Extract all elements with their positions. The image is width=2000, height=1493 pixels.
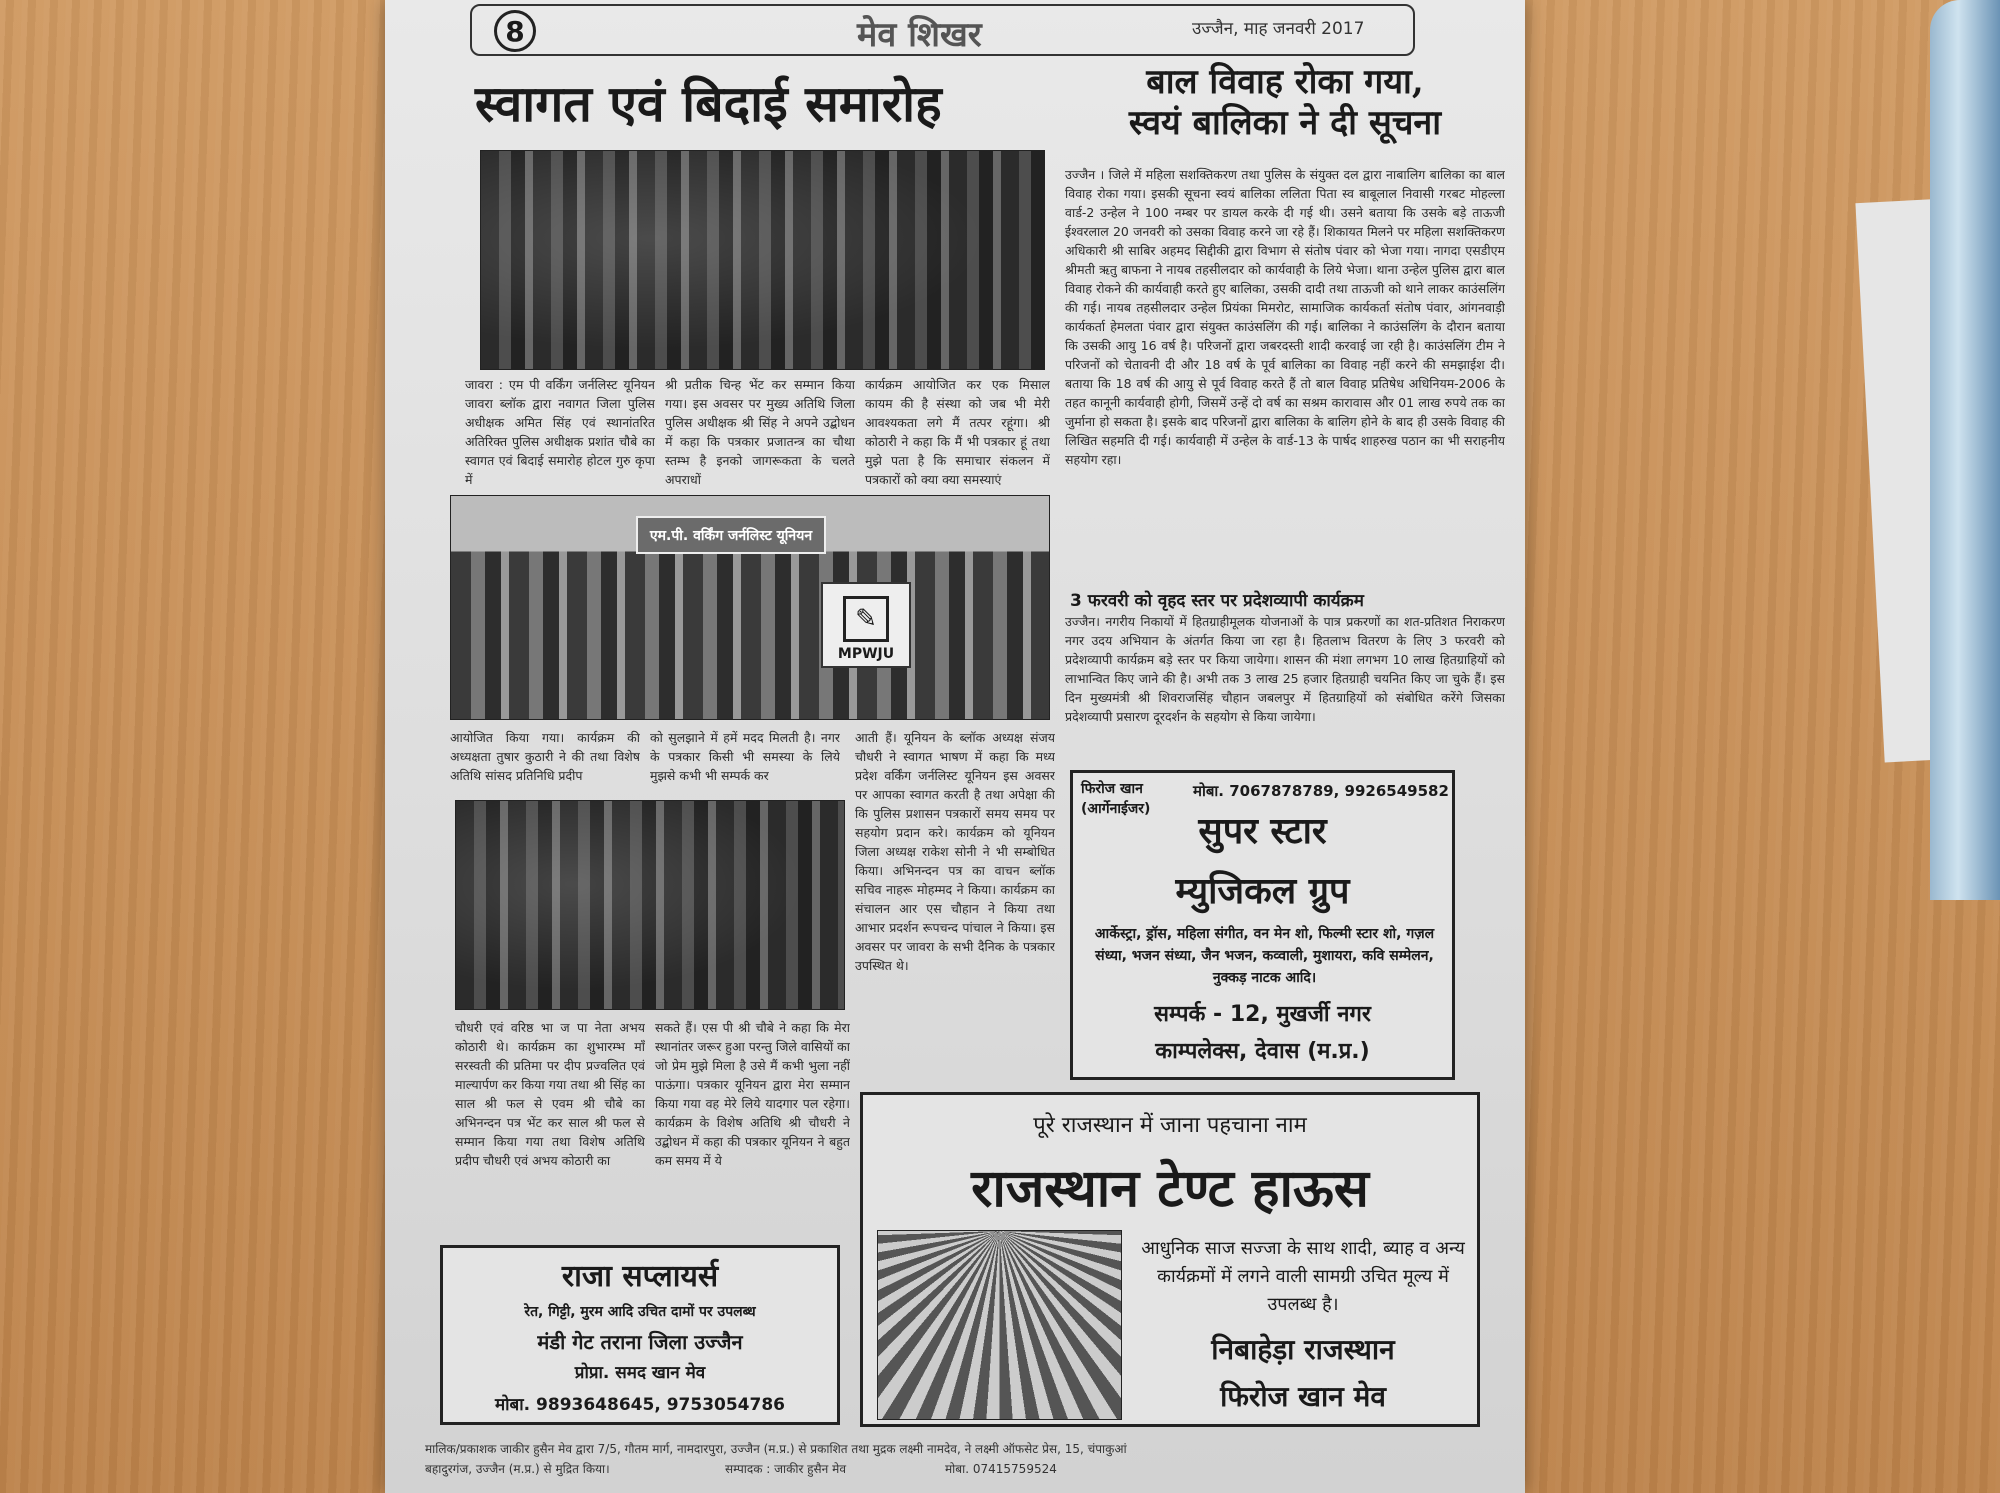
ad-tent-house bbox=[860, 1092, 1480, 1427]
ad-musical-services: आर्केस्ट्रा, ड्रॉस, महिला संगीत, वन मेन शो, फिल्मी स्टार शो, गज़ल संध्या, भजन संध्या, जैन भजन, कव्वाली, मुशायरा, कवि सम्मेलन, नुक्कड़ नाटक आदि। bbox=[1094, 926, 1435, 986]
ad-tent-owner: फिरोज खान मेव bbox=[1220, 1380, 1386, 1413]
right-story-body: उज्जैन । जिले में महिला सशक्तिकरण तथा पुलिस के संयुक्त दल द्वारा नाबालिग बालिका का बाल विवाह रोका गया। इसकी सूचना स्वयं बालिका ललिता पिता स्व बाबूलाल निवासी गरबट मोहल्ला वार्ड-2 उन्हेल ने 100 नम्बर पर डायल करके दी गई थी। उसने बताया कि उसके बड़े ताऊजी ईश्वरलाल 20 जनवरी को उसका विवाह करने जा रहे हैं। शिकायत मिलने पर महिला सशक्तिकरण अधिकारी श्री साबिर अहमद सिद्दीकी द्वारा विभाग से संतोष पंवार को भेजा गया। नागदा एसडीएम श्रीमती ऋतु बाफना ने नायब तहसीलदार को कार्यवाही के लिये भेजा। थाना उन्हेल पुलिस द्वारा बाल विवाह रोकने की कार्यवाही करते हुए बालिका, उसकी दादी तथा ताऊजी को थाने लाकर काउंसलिंग की गई। नायब तहसीलदार उन्हेल प्रियंका मिमरोट, सामाजिक कार्यकर्ता संतोष पंवार, आंगनवाड़ी कार्यकर्ता हेमलता पंवार द्वारा संयुक्त काउंसलिंग की गई। बालिका ने काउंसलिंग के दौरान बताया कि उसकी आयु 16 वर्ष है। परिजनों द्वारा जबरदस्ती शादी करवाई जा रही है। काउंसलिंग टीम ने परिजनों को चेतावनी दी और 18 वर्ष के पूर्व बालिका का विवाह नहीं करने की समझाईश दी। बताया कि 18 वर्ष की आयु से पूर्व विवाह करते हैं तो बाल विवाह प्रतिषेध अधिनियम-2006 के तहत कानूनी कार्यवाही होगी, जिसमें उन्हें दो वर्ष का सश्रम कारावास और 01 लाख रुपये तक का जुर्माना हो सकता है। इसके बाद परिजनों द्वारा बालिका के बालिग होने के बाद ही उसके विवाह की लिखित सहमति दी गई। कार्यवाही में उन्हेल के वार्ड-13 के पार्षद शाहरुख पठान का भी सराहनीय सहयोग रहा। bbox=[1065, 167, 1505, 467]
paper-name: मेव शिखर bbox=[857, 15, 982, 55]
left-col2-text: श्री प्रतीक चिन्ह भेंट कर सम्मान किया गया। इस अवसर पर मुख्य अतिथि जिला पुलिस अधीक्षक श्री सिंह ने अपने उद्बोधन में कहा कि पत्रकार प्रजातन्त्र का चौथा स्तम्भ है इनको जागरूकता के चलते अपराधों bbox=[665, 377, 855, 487]
left-col1-text: जावरा : एम पी वर्किंग जर्नलिस्ट यूनियन जावरा ब्लॉक द्वारा नवागत जिला पुलिस अधीक्षक अमित सिंह एवं स्थानांतरित अतिरिक्त पुलिस अधीक्षक प्रशांत चौबे का स्वागत एवं बिदाई समारोह होटल गुरु कृपा में bbox=[465, 377, 655, 487]
ad-raja-line3: प्रोप्रा. समद खान मेव bbox=[574, 1363, 706, 1383]
ad-tent-location: निबाहेड़ा राजस्थान bbox=[1211, 1333, 1395, 1366]
dateline: उज्जैन, माह जनवरी 2017 bbox=[1192, 19, 1365, 39]
ad-raja-title: राजा सप्लायर्स bbox=[561, 1259, 719, 1294]
ad-musical-organizer-role: (आर्गेनाईजर) bbox=[1081, 801, 1151, 817]
right-headline-line1: बाल विवाह रोका गया, bbox=[1146, 62, 1424, 102]
ad-musical-title-line2: म्युजिकल ग्रुप bbox=[1175, 870, 1350, 912]
ad-raja-phone: मोबा. 9893648645, 9753054786 bbox=[494, 1395, 785, 1415]
stage-banner: एम.पी. वर्किंग जर्नलिस्ट यूनियन bbox=[636, 516, 826, 554]
newspaper-page bbox=[385, 0, 1525, 1493]
ad-musical-address-line2: काम्पलेक्स, देवास (म.प्र.) bbox=[1155, 1039, 1370, 1064]
ad-musical-address-line1: सम्पर्क - 12, मुखर्जी नगर bbox=[1154, 1002, 1371, 1027]
ad-raja-line1: रेत, गिट्टी, मुरम आदि उचित दामों पर उपलब्ध bbox=[524, 1304, 756, 1320]
ad-musical-title-line1: सुपर स्टार bbox=[1198, 810, 1327, 852]
ad-musical-organizer: फिरोज खान bbox=[1081, 781, 1143, 797]
ad-tent-description: आधुनिक साज सज्जा के साथ शादी, ब्याह व अन्य कार्यक्रमों में लगने वाली सामग्री उचित मूल्य में उपलब्ध है। bbox=[1141, 1238, 1465, 1315]
audience-photo bbox=[455, 800, 845, 1010]
podium-label: MPWJU bbox=[837, 646, 895, 662]
page-number: 8 bbox=[494, 10, 536, 52]
mid-col2-text: को सुलझाने में हमें मदद मिलती है। नगर के पत्रकार किसी भी समस्या के लिये मुझसे कभी भी सम्पर्क कर bbox=[650, 730, 840, 783]
podium bbox=[821, 582, 911, 668]
low-col1-text: चौधरी एवं वरिष्ठ भा ज पा नेता अभय कोठारी थे। कार्यक्रम का शुभारम्भ माँ सरस्वती की प्रतिमा पर दीप प्रज्वलित एवं माल्यार्पण कर किया गया तथा श्री सिंह का साल श्री फल से एवम श्री चौबे का अभिनन्दन पत्र भेंट कर साल श्री फल से सम्मान किया गया तथा विशेष अतिथि प्रदीप चौधरी एवं अभय कोठारी का bbox=[455, 1020, 645, 1168]
ad-raja-line2: मंडी गेट तराना जिला उज्जैन bbox=[537, 1330, 743, 1354]
group-photo bbox=[480, 150, 1045, 370]
footer-line1: मालिक/प्रकाशक जाकीर हुसैन मेव द्वारा 7/5, गौतम मार्ग, नामदारपुरा, उज्जैन (म.प्र.) से प्रकाशित तथा मुद्रक लक्ष्मी नामदेव, ने लक्ष्मी ऑफसेट प्रेस, 15, चंपाकुआं bbox=[425, 1442, 1127, 1456]
pen-icon: ✎ bbox=[843, 596, 889, 642]
ad-tent-tagline: पूरे राजस्थान में जाना पहचाना नाम bbox=[1033, 1113, 1307, 1138]
feb-story-body: उज्जैन। नगरीय निकायों में हितग्राहीमूलक योजनाओं के पात्र प्रकरणों का शत-प्रतिशत निराकरण नगर उदय अभियान के अंतर्गत किया जा रहा है। हितलाभ वितरण के लिए 3 फरवरी को प्रदेशव्यापी कार्यक्रम बड़े स्तर पर किया जायेगा। शासन की मंशा लगभग 10 लाख हितग्राहियों को लाभान्वित किए जाने की है। अभी तक 3 लाख 25 हजार हितग्राही चयनित किए जा चुके हैं। इस दिन मुख्यमंत्री श्री शिवराजसिंह चौहान जबलपुर में हितग्राहियों को संबोधित करेंगे जिसका प्रदेशव्यापी प्रसारण दूरदर्शन के सहयोग से किया जायेगा। bbox=[1065, 614, 1505, 724]
feb-headline: 3 फरवरी को वृहद स्तर पर प्रदेशव्यापी कार्यक्रम bbox=[1070, 591, 1364, 611]
left-headline: स्वागत एवं बिदाई समारोह bbox=[475, 74, 942, 133]
tent-photo bbox=[877, 1230, 1122, 1420]
right-headline-line2: स्वयं बालिका ने दी सूचना bbox=[1128, 102, 1442, 143]
footer-line2: बहादुरगंज, उज्जैन (म.प्र.) से मुद्रित किया। bbox=[425, 1462, 610, 1476]
ad-tent-title: राजस्थान टेण्ट हाऊस bbox=[971, 1158, 1369, 1219]
footer-editor: सम्पादक : जाकीर हुसैन मेव bbox=[725, 1462, 846, 1476]
left-col3-text: कार्यक्रम आयोजित कर एक मिसाल कायम की है संस्था को जब भी मेरी आवश्यकता लगे मैं तत्पर रहूंगा। श्री कोठारी ने कहा कि मैं भी पत्रकार हूं तथा मुझे पता है कि समाचार संकलन में पत्रकारों को क्या क्या समस्याएं bbox=[865, 377, 1050, 487]
ad-musical-group bbox=[1070, 770, 1455, 1080]
ad-musical-phone: मोबा. 7067878789, 9926549582 bbox=[1193, 782, 1449, 800]
right-headline bbox=[1065, 62, 1505, 144]
stage-photo bbox=[450, 495, 1050, 720]
desk-object bbox=[1930, 0, 2000, 900]
low-col2-text: सकते हैं। एस पी श्री चौबे ने कहा कि मेरा स्थानांतर जरूर हुआ परन्तु जिले वासियों का जो प्रेम मुझे मिला है उसे मैं कभी भुला नहीं पाऊंगा। पत्रकार यूनियन द्वारा मेरा सम्मान किया गया वह मेरे लिये यादगार पल रहेगा। कार्यक्रम के विशेष अतिथि श्री चौधरी ने उद्बोधन में कहा की पत्रकार यूनियन ने बहुत कम समय में ये bbox=[655, 1020, 850, 1168]
ad-raja-suppliers bbox=[440, 1245, 840, 1425]
masthead bbox=[470, 4, 1415, 56]
mid-col3-text: आती हैं। यूनियन के ब्लॉक अध्यक्ष संजय चौधरी ने स्वागत भाषण में कहा कि मध्य प्रदेश वर्किंग जर्नलिस्ट यूनियन इस अवसर पर आपका स्वागत करती है तथा अपेक्षा की कि पुलिस प्रशासन पत्रकारों समय समय पर सहयोग प्रदान करे। कार्यक्रम को यूनियन जिला अध्यक्ष राकेश सोनी ने भी सम्बोधित किया। अभिनन्दन पत्र का वाचन ब्लॉक सचिव नाहरू मोहम्मद ने किया। कार्यक्रम का संचालन आर एस चौहान ने किया तथा आभार प्रदर्शन रूपचन्द पांचाल ने किया। इस अवसर पर जावरा के सभी दैनिक के पत्रकार उपस्थित थे। bbox=[855, 730, 1055, 973]
mid-col1-text: आयोजित किया गया। कार्यक्रम की अध्यक्षता तुषार कुठारी ने की तथा विशेष अतिथि सांसद प्रतिनिधि प्रदीप bbox=[450, 730, 640, 783]
footer-phone: मोबा. 07415759524 bbox=[945, 1462, 1057, 1476]
